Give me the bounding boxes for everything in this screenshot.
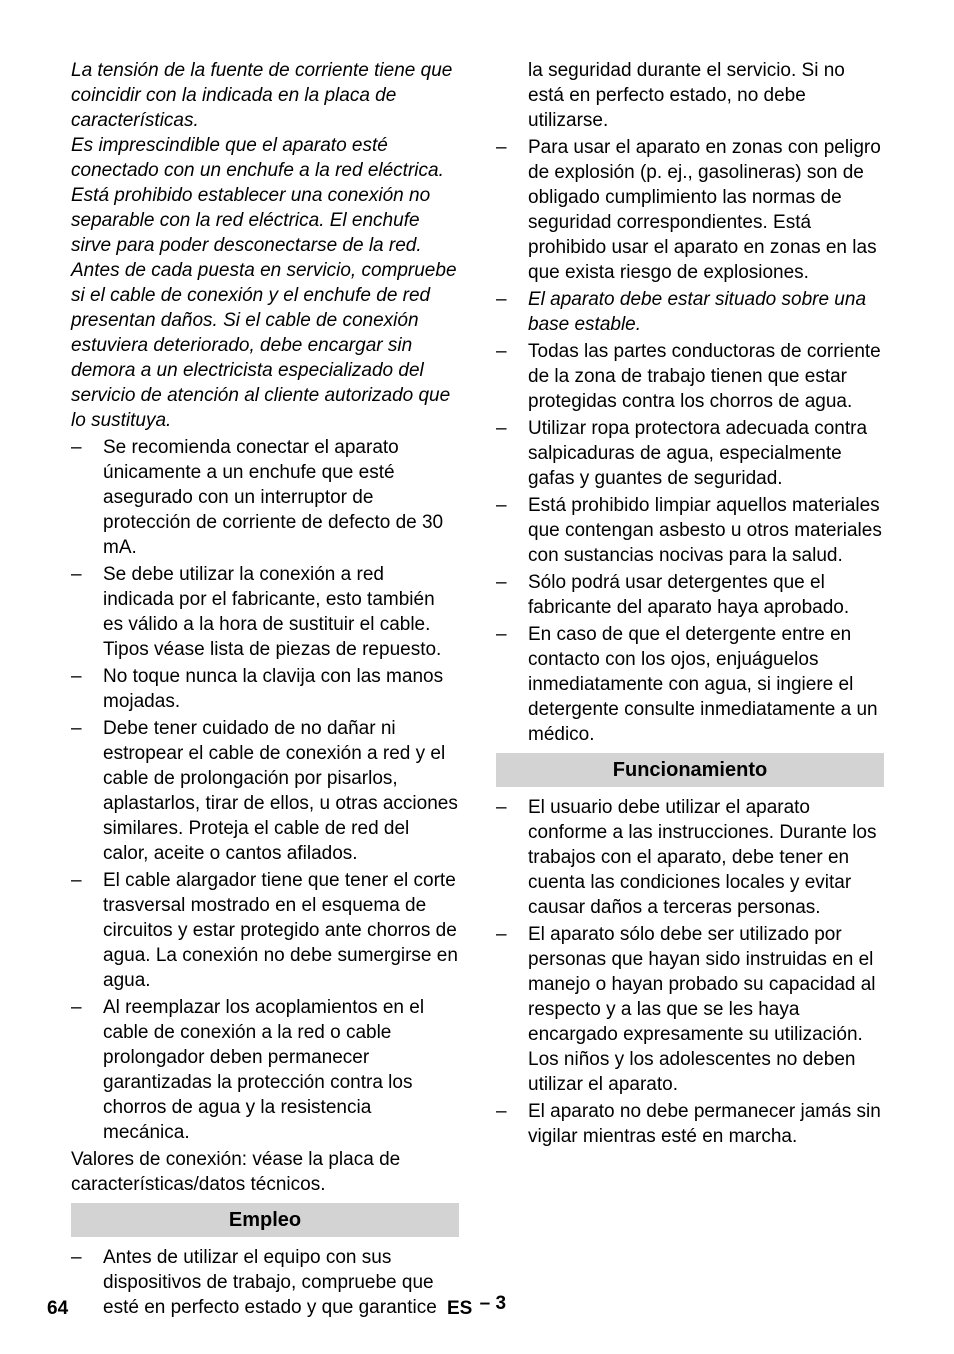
dash-bullet: – xyxy=(496,797,507,818)
dash-bullet: – xyxy=(71,666,82,687)
empleo-list xyxy=(71,1245,459,1320)
list-item xyxy=(496,922,884,1097)
list-item xyxy=(496,493,884,568)
list-item-text: En caso de que el detergente entre en contacto con los ojos, enjuáguelos inmediatamente con agua, si ingiere el detergente consulte inmediatamente a un médico. xyxy=(528,624,878,745)
dash-bullet: – xyxy=(496,624,507,645)
list-item-text: Antes de utilizar el equipo con sus dispositivos de trabajo, compruebe que esté en perfecto estado y que garantice xyxy=(103,1247,437,1318)
list-item xyxy=(71,868,459,993)
list-item xyxy=(71,716,459,866)
list-item xyxy=(496,287,884,337)
section-heading-funcionamiento: Funcionamiento xyxy=(496,753,884,787)
list-item-text: Todas las partes conductoras de corriente de la zona de trabajo tienen que estar protegidas contra los chorros de agua. xyxy=(528,341,881,412)
list-item xyxy=(496,339,884,414)
list-item xyxy=(496,570,884,620)
list-item-text: Se recomienda conectar el aparato únicamente a un enchufe que esté asegurado con un interruptor de protección de corriente de defecto de 30 mA. xyxy=(103,437,444,558)
list-item xyxy=(71,435,459,560)
dash-bullet: – xyxy=(71,1247,82,1268)
list-item xyxy=(71,664,459,714)
dash-bullet: – xyxy=(496,1101,507,1122)
sub-page-number: – 3 xyxy=(479,1293,507,1314)
left-column xyxy=(71,58,459,1322)
page-language-label xyxy=(447,1293,507,1320)
dash-bullet: – xyxy=(496,924,507,945)
list-item xyxy=(496,135,884,285)
page-number: 64 xyxy=(47,1298,69,1319)
list-item-text: Debe tener cuidado de no dañar ni estropear el cable de conexión a red y el cable de prolongación por pisarlos, aplastarlos, tirar de ellos, u otras acciones similares. Proteja el cable de red del calor, aceite o cantos afilados. xyxy=(103,718,458,864)
list-item xyxy=(496,795,884,920)
list-item-text: El usuario debe utilizar el aparato conforme a las instrucciones. Durante los trabajos con el aparato, debe tener en cuenta las condiciones locales y evitar causar daños a terceras personas. xyxy=(528,797,877,918)
list-item xyxy=(496,622,884,747)
dash-bullet: – xyxy=(71,870,82,891)
list-item xyxy=(496,416,884,491)
list-item-text: Utilizar ropa protectora adecuada contra salpicaduras de agua, especialmente gafas y guantes de seguridad. xyxy=(528,418,868,489)
dash-bullet: – xyxy=(496,572,507,593)
dash-bullet: – xyxy=(71,437,82,458)
list-item xyxy=(496,1099,884,1149)
section-heading-empleo: Empleo xyxy=(71,1203,459,1237)
list-item-text: No toque nunca la clavija con las manos mojadas. xyxy=(103,666,444,712)
dash-bullet: – xyxy=(71,997,82,1018)
right-column xyxy=(496,58,884,1151)
list-item-text: El cable alargador tiene que tener el corte trasversal mostrado en el esquema de circuitos y estar protegido ante chorros de agua. La conexión no debe sumergirse en agua. xyxy=(103,870,458,991)
dash-bullet: – xyxy=(71,564,82,585)
list-item xyxy=(71,562,459,662)
list-item-text: Se debe utilizar la conexión a red indicada por el fabricante, esto también es válido a la hora de sustituir el cable. Tipos véase lista de piezas de repuesto. xyxy=(103,564,442,660)
list-item-text: El aparato sólo debe ser utilizado por personas que hayan sido instruidas en el manejo o hayan probado su capacidad al respecto y a las que se les haya encargado expresamente su utilización. Los niños y los adolescentes no deben utilizar el aparato. xyxy=(528,924,876,1095)
list-item-text: Al reemplazar los acoplamientos en el cable de conexión a la red o cable prolongador deben permanecer garantizadas la protección contra los chorros de agua y la resistencia mecánica. xyxy=(103,997,425,1143)
funcionamiento-list xyxy=(496,795,884,1149)
empleo-list-continued xyxy=(496,135,884,747)
continuation-text: la seguridad durante el servicio. Si no está en perfecto estado, no debe utilizarse. xyxy=(528,60,845,131)
list-item-text: El aparato no debe permanecer jamás sin vigilar mientras esté en marcha. xyxy=(528,1101,881,1147)
dash-bullet: – xyxy=(496,495,507,516)
dash-bullet: – xyxy=(496,418,507,439)
warning-paragraph: Es imprescindible que el aparato esté conectado con un enchufe a la red eléctrica. Está prohibido establecer una conexión no separable con la red eléctrica. El enchufe sirve para poder desconectarse de la red. xyxy=(71,135,444,256)
dash-bullet: – xyxy=(496,289,507,310)
warning-paragraph: La tensión de la fuente de corriente tiene que coincidir con la indicada en la placa de características. xyxy=(71,60,453,131)
dash-bullet: – xyxy=(496,137,507,158)
list-item xyxy=(71,1245,459,1320)
list-item-text: Sólo podrá usar detergentes que el fabricante del aparato haya aprobado. xyxy=(528,572,850,618)
connection-values-text: Valores de conexión: véase la placa de características/datos técnicos. xyxy=(71,1149,401,1195)
list-item-text: El aparato debe estar situado sobre una base estable. xyxy=(528,289,867,335)
safety-list xyxy=(71,435,459,1145)
list-item-text: Está prohibido limpiar aquellos materiales que contengan asbesto u otros materiales con sustancias nocivas para la salud. xyxy=(528,495,882,566)
dash-bullet: – xyxy=(496,341,507,362)
list-item xyxy=(71,995,459,1145)
warning-paragraph: Antes de cada puesta en servicio, compruebe si el cable de conexión y el enchufe de red presentan daños. Si el cable de conexión estuviera deteriorado, debe encargar sin demora a un electricista especializado del servicio de atención al cliente autorizado que lo sustituya. xyxy=(71,260,457,431)
dash-bullet: – xyxy=(71,718,82,739)
list-item-text: Para usar el aparato en zonas con peligro de explosión (p. ej., gasolineras) son de obligado cumplimiento las normas de seguridad correspondientes. Está prohibido usar el aparato en zonas en las que exista riesgo de explosiones. xyxy=(528,137,881,283)
language-code: ES xyxy=(447,1298,473,1319)
